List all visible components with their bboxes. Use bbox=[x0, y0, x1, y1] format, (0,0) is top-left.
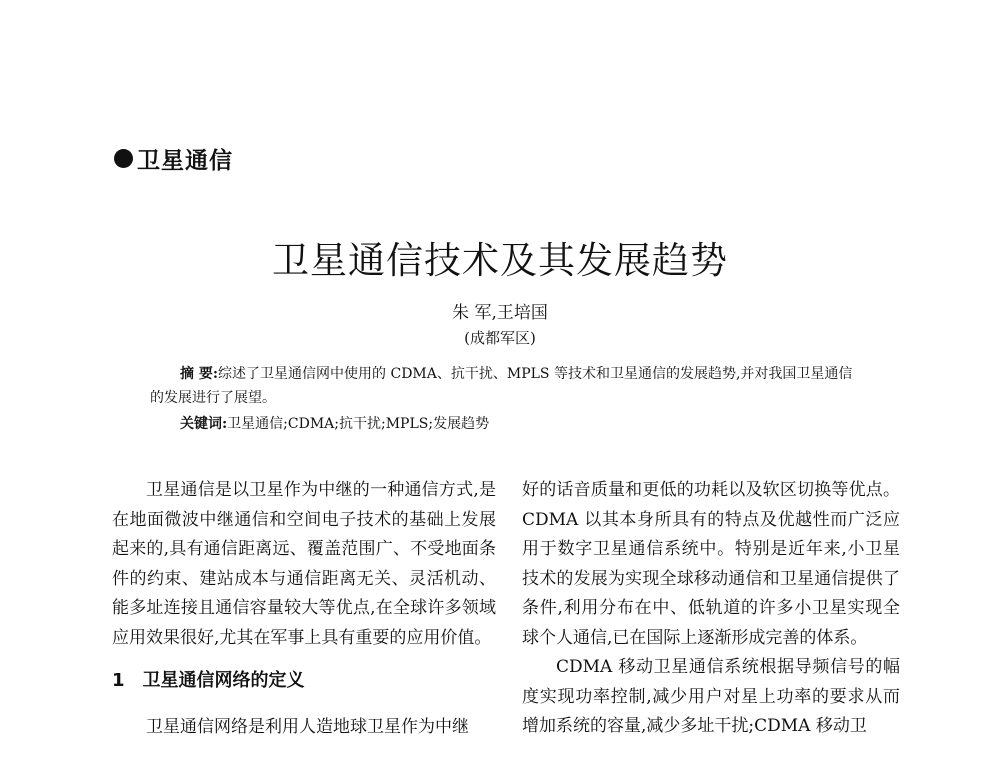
abstract-label: 摘 要: bbox=[180, 366, 219, 382]
article-title: 卫星通信技术及其发展趋势 bbox=[272, 239, 728, 282]
heading-text: 卫星通信网络的定义 bbox=[142, 670, 305, 691]
right-paragraph-1: 好的话音质量和更低的功耗以及软区切换等优点。CDMA 以其本身所具有的特点及优越性而广泛应用于数字卫星通信系统中。特别是近年来,小卫星技术的发展为实现全球移动通信和卫星通信提供了条件,利用分布在中、低轨道的许多小卫星实现全球个人通信,已在国际上逐渐形成完善的体系。 bbox=[522, 480, 900, 648]
right-column bbox=[522, 476, 900, 742]
section-label: 卫星通信 bbox=[137, 148, 233, 174]
abstract-text: 综述了卫星通信网中使用的 CDMA、抗干扰、MPLS 等技术和卫星通信的发展趋势,并对我国卫星通信的发展进行了展望。 bbox=[150, 366, 853, 406]
left-column bbox=[112, 476, 496, 742]
section-tag bbox=[114, 142, 233, 175]
left-paragraph-2: 卫星通信网络是利用人造地球卫星作为中继 bbox=[146, 716, 469, 737]
article-authors: 朱 军,王培国 bbox=[452, 303, 548, 323]
keywords-text: 卫星通信;CDMA;抗干扰;MPLS;发展趋势 bbox=[227, 416, 490, 432]
article-affiliation: (成都军区) bbox=[464, 329, 536, 347]
bullet-icon bbox=[114, 149, 133, 168]
keywords-label: 关键词: bbox=[180, 416, 228, 432]
right-paragraph-2: CDMA 移动卫星通信系统根据导频信号的幅度实现功率控制,减少用户对星上功率的要求从而增加系统的容量,减少多址干扰;CDMA 移动卫 bbox=[522, 657, 900, 736]
keywords bbox=[180, 412, 489, 436]
abstract bbox=[150, 362, 865, 410]
heading-number: 1 bbox=[112, 670, 125, 691]
left-paragraph-1: 卫星通信是以卫星作为中继的一种通信方式,是在地面微波中继通信和空间电子技术的基础上发展起来的,具有通信距离远、覆盖范围广、不受地面条件的约束、建站成本与通信距离无关、灵活机动、能多址连接且通信容量较大等优点,在全球许多领域应用效果很好,尤其在军事上具有重要的应用价值。 bbox=[112, 480, 496, 648]
section-heading-1 bbox=[112, 666, 496, 696]
